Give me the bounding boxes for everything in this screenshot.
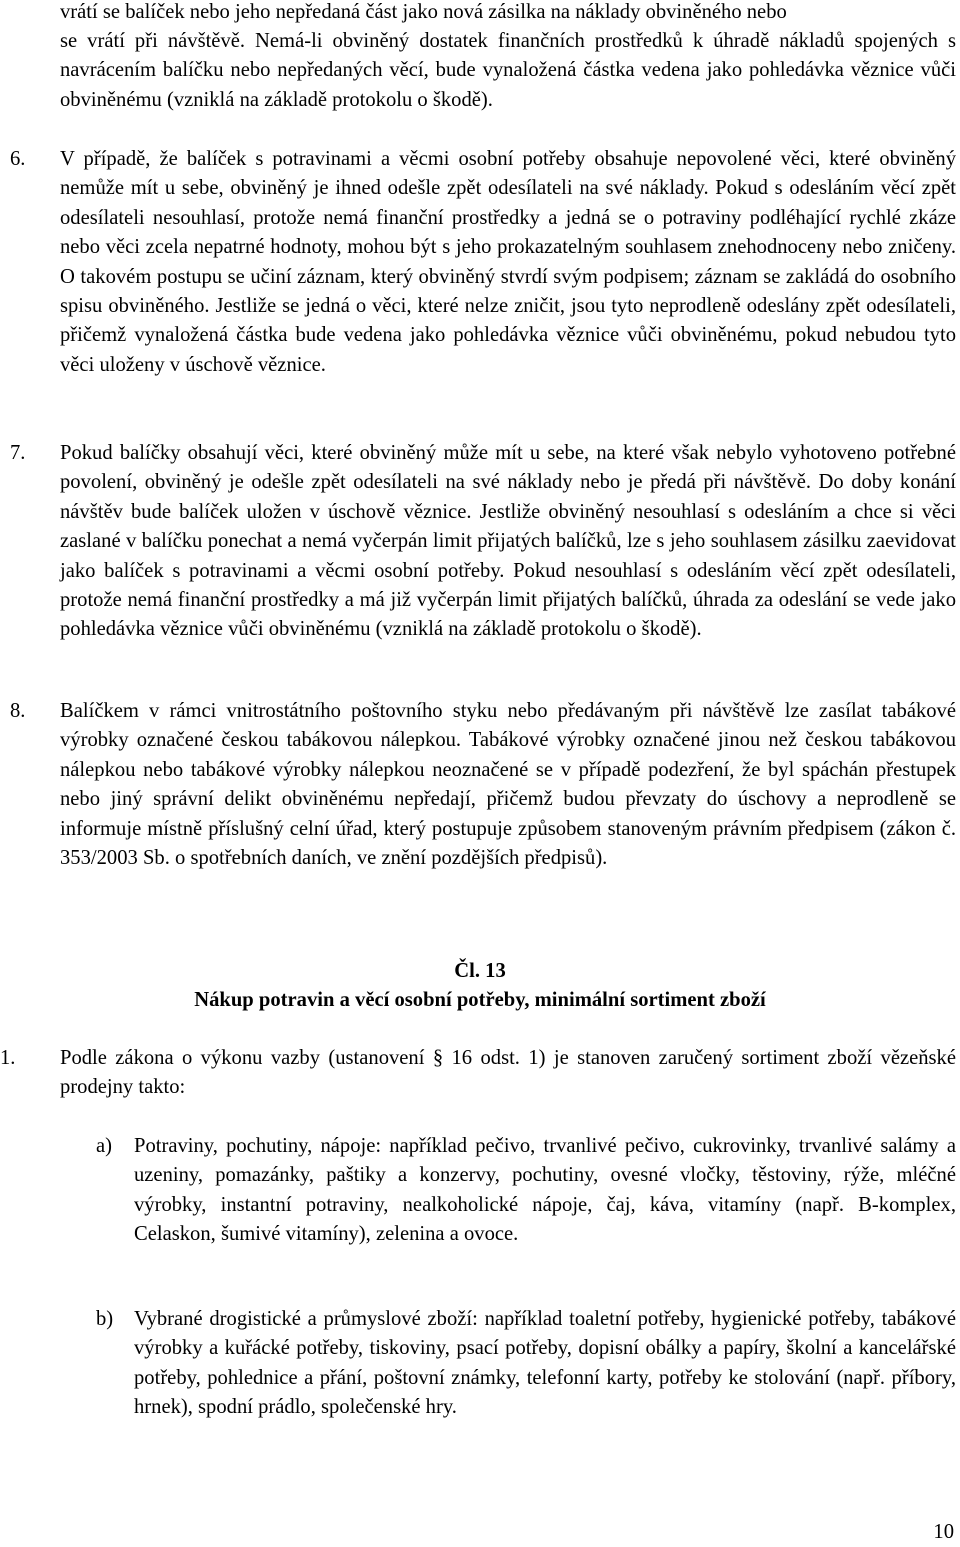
list-item-number: 6.: [10, 148, 26, 170]
list-item-6: [0, 145, 956, 380]
subitem-a: [96, 1132, 956, 1250]
list-item-number: 1.: [0, 1047, 16, 1069]
subitem-b: [96, 1305, 956, 1423]
list-item-text: Pokud balíčky obsahují věci, které obviněný může mít u sebe, na které však nebylo vyhotoveno potřebné povolení, obviněný je odešle zpět odesílateli na své náklady nebo je předá při návštěvě. Do doby konání návštěv bude balíček uložen v úschově věznice. Jestliže obviněný nesouhlasí s odesláním a chce si věci zaslané v balíčku ponechat a nemá vyčerpán limit přijatých balíčků, lze s jeho souhlasem zásilku zaevidovat jako balíček s potravinami a věcmi osobní potřeby. Pokud nesouhlasí s odesláním věcí zpět odesílateli, protože nemá finanční prostředky a má již vyčerpán limit přijatých balíčků, úhrada za odeslání se vede jako pohledávka věznice vůči obviněnému (vzniklá na základě protokolu o škodě).: [60, 442, 956, 641]
list-item-text: Balíčkem v rámci vnitrostátního poštovního styku nebo předávaným při návštěvě lze zasílat tabákové výrobky označené českou tabákovou nálepkou. Tabákové výrobky označené jinou než českou tabákovou nálepkou nebo tabákové výrobky nálepkou neoznačené se v případě podezření, že byl spáchán přestupek nebo jiný správní delikt obviněnému nepředají, přičemž budou převzaty do úschovy a neprodleně se informuje místně příslušný celní úřad, který postupuje způsobem stanoveným právním předpisem (zákon č. 353/2003 Sb. o spotřebních daních, ve znění pozdějších předpisů).: [60, 700, 956, 870]
subitem-letter: b): [96, 1308, 114, 1330]
intro-paragraph: se vrátí při návštěvě. Nemá-li obviněný dostatek finančních prostředků k úhradě nákladů spojených s navrácením balíčku nebo nepředaných věcí, bude vynaložená částka vedena jako pohledávka věznice vůči obviněnému (vzniklá na základě protokolu o škodě).: [60, 30, 956, 111]
subitem-letter: a): [96, 1135, 112, 1157]
list-item-number: 7.: [10, 442, 26, 464]
subitem-text: Vybrané drogistické a průmyslové zboží: například toaletní potřeby, hygienické potřeby, tabákové výrobky a kuřácké potřeby, tiskoviny, psací potřeby, dopisní obálky a papíry, školní a kancelářské potřeby, pohlednice a přání, poštovní známky, telefonní karty, potřeby ke stolování (např. příbory, hrnek), spodní prádlo, společenské hry.: [134, 1308, 956, 1419]
subitem-text: Potraviny, pochutiny, nápoje: například pečivo, trvanlivé pečivo, cukrovinky, trvanlivé salámy a uzeniny, pomazánky, paštiky a konzervy, pochutiny, ovesné vločky, těstoviny, rýže, mléčné výrobky, instantní potraviny, nealkoholické nápoje, čaj, káva, vitamíny (např. B-komplex, Celaskon, šumivé vitamíny), zelenina a ovoce.: [134, 1135, 956, 1246]
list-item-7: [0, 439, 956, 645]
list-item-text: Podle zákona o výkonu vazby (ustanovení § 16 odst. 1) je stanoven zaručený sortiment zboží vězeňské prodejny takto:: [60, 1047, 956, 1099]
list-item-8: [0, 697, 956, 873]
intro-first-line: vrátí se balíček nebo jeho nepředaná část jako nová zásilka na náklady obviněného nebo: [60, 1, 787, 23]
page-number: 10: [933, 1521, 954, 1543]
article-item-1: [0, 1044, 956, 1103]
list-item-number: 8.: [10, 700, 26, 722]
list-item-text: V případě, že balíček s potravinami a věcmi osobní potřeby obsahuje nepovolené věci, které obviněný nemůže mít u sebe, obviněný je ihned odešle zpět odesílateli na své náklady. Pokud s odesláním věcí zpět odesílateli nesouhlasí, protože nemá finanční prostředky a jedná se o potraviny podléhající rychlé zkáze nebo věci zcela nepatrné hodnoty, mohou být s jeho prokazatelným souhlasem znehodnoceny nebo zničeny. O takovém postupu se učiní záznam, který obviněný stvrdí svým podpisem; záznam se zakládá do osobního spisu obviněného. Jestliže se jedná o věci, které nelze zničit, jsou tyto neprodleně odeslány zpět odesílateli, přičemž vynaložená částka bude vedena jako pohledávka věznice vůči obviněnému, pokud nebudou tyto věci uloženy v úschově věznice.: [60, 148, 956, 376]
article-title: Nákup potravin a věcí osobní potřeby, minimální sortiment zboží: [194, 989, 766, 1011]
article-number: Čl. 13: [454, 960, 506, 982]
